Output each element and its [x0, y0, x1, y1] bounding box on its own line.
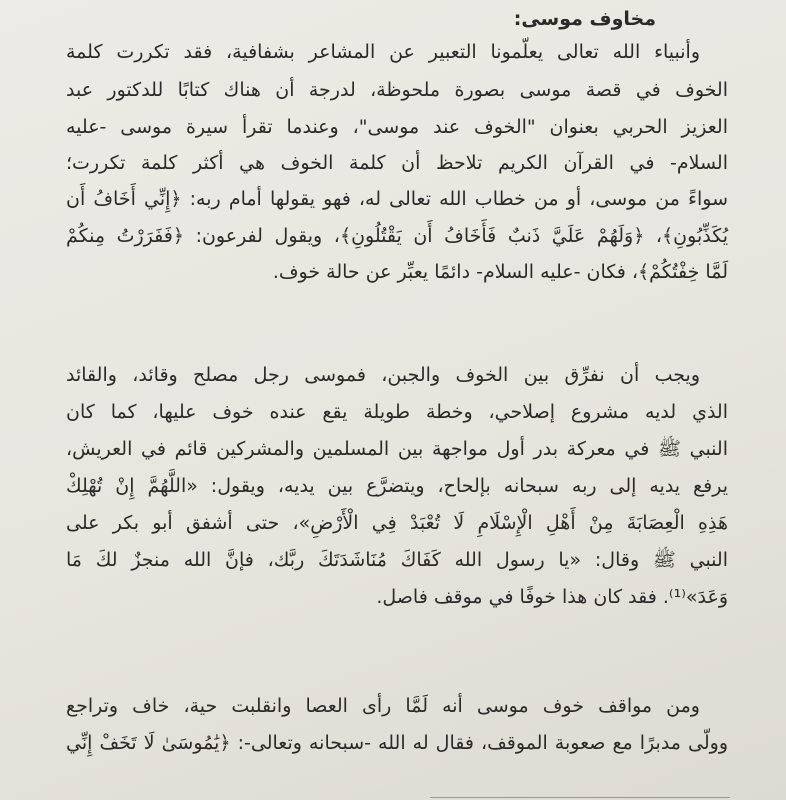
- text-line: النبي ﷺ وقال: «يا رسول الله كَفَاكَ مُنَاشَدَتَكَ ربَّك، فإنَّ الله منجزٌ لكَ مَا: [66, 549, 728, 571]
- text-line: الخوف في قصة موسى بصورة ملحوظة، لدرجة أن هناك كتابًا للدكتور عبد: [66, 79, 728, 101]
- text-line: الذي لديه مشروع إصلاحي، وخطة طويلة يقع عنده خوف عليها، كما كان: [66, 401, 728, 423]
- quran-verse-line: يُكَذِّبُونِ﴾، ﴿وَلَهُمْ عَلَيَّ ذَنبٌ فَأَخَافُ أَن يَقْتُلُونِ﴾، ويقول لفرعون: ﴿فَفَرَرْتُ مِنكُمْ: [66, 225, 728, 247]
- section-heading: مخاوف موسى:: [513, 8, 656, 30]
- text-line: النبي ﷺ في معركة بدر أول مواجهة بين المسلمين والمشركين قائم في العريش،: [66, 438, 728, 460]
- hadith-line: هَذِهِ الْعِصَابَةَ مِنْ أَهْلِ الْإِسْلَامِ لَا تُعْبَدْ فِي الْأَرْضِ»، حتى أشفق أبو بكر على: [66, 512, 728, 534]
- text-line: يرفع يديه إلى ربه سبحانه بإلحاح، ويتضرَّع بين يديه، ويقول: «اللَّهُمَّ إِنْ تُهْلِكْ: [66, 475, 728, 497]
- text-line: وَعَدَ»⁽¹⁾. فقد كان هذا خوفًا في موقف فاصل.: [376, 586, 728, 608]
- text-line: العزيز الحربي بعنوان "الخوف عند موسى"، وعندما تقرأ سيرة موسى -عليه: [66, 116, 728, 138]
- text-line: سواءً من موسى، أو من خطاب الله تعالى له، فهو يقولها أمام ربه: ﴿إِنِّي أَخَافُ أَن: [66, 188, 728, 210]
- text-line: السلام- في القرآن الكريم تلاحظ أن كلمة الخوف هي أكثر كلمة تكررت؛: [66, 152, 728, 174]
- text-line: ومن مواقف خوف موسى أنه لَمَّا رأى العصا وانقلبت حية، خاف وتراجع: [66, 695, 700, 717]
- text-line: وأنبياء الله تعالى يعلّمونا التعبير عن المشاعر بشفافية، فقد تكررت كلمة: [66, 41, 700, 63]
- page-divider: [430, 797, 730, 798]
- text-line: لَمَّا خِفْتُكُمْ﴾، فكان -عليه السلام- دائمًا يعبِّر عن حالة خوف.: [272, 261, 728, 283]
- text-line: ويجب أن نفرِّق بين الخوف والجبن، فموسى رجل مصلح وقائد، والقائد: [66, 364, 700, 386]
- text-line: وولّى مدبرًا مع صعوبة الموقف، فقال له الله -سبحانه وتعالى-: ﴿يَٰمُوسَىٰ لَا تَخَفْ إِنِّي: [66, 732, 728, 754]
